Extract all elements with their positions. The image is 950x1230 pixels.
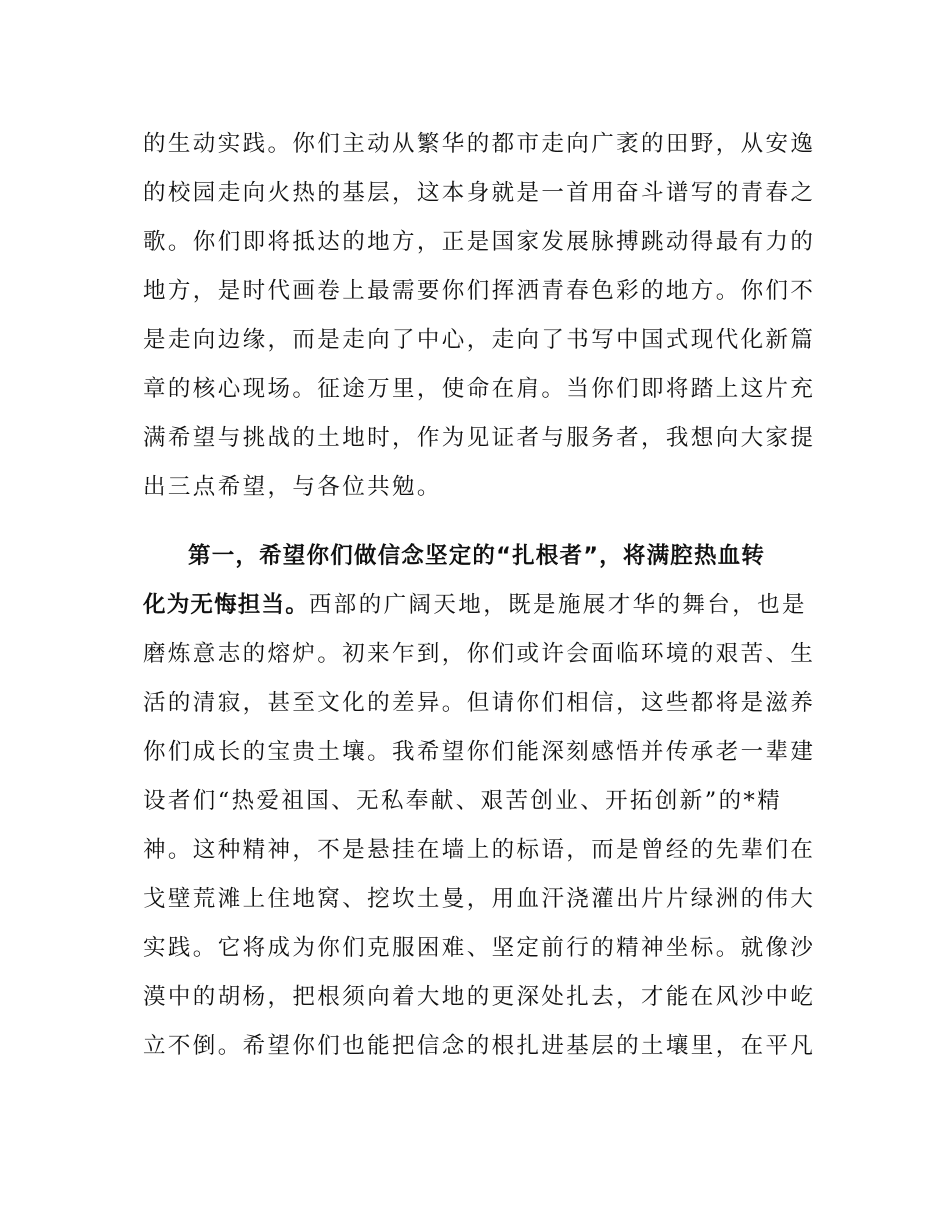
- paragraph-line: [143, 585, 823, 625]
- paragraph-line: 戈壁荒滩上住地窝、挖坎土曼，用血汗浇灌出片片绿洲的伟大: [143, 886, 816, 912]
- paragraph-text: 西部的广阔天地，既是施展才华的舞台，也是: [308, 592, 807, 618]
- section-heading: 第一，希望你们做信念坚定的“扎根者”，将满腔热血转: [188, 543, 766, 569]
- paragraph-line: 章的核心现场。征途万里，使命在肩。当你们即将踏上这片充: [143, 376, 816, 402]
- paragraph-line: 满希望与挑战的土地时，作为见证者与服务者，我想向大家提: [143, 425, 816, 451]
- paragraph-line: 你们成长的宝贵土壤。我希望你们能深刻感悟并传承老一辈建: [143, 739, 816, 765]
- paragraph-line: 出三点希望，与各位共勉。: [143, 474, 442, 500]
- paragraph-line: 的生动实践。你们主动从繁华的都市走向广袤的田野，从安逸: [143, 131, 816, 157]
- paragraph-line: 实践。它将成为你们克服困难、坚定前行的精神坐标。就像沙: [143, 935, 816, 961]
- paragraph-line: 的校园走向火热的基层，这本身就是一首用奋斗谱写的青春之: [143, 180, 816, 206]
- paragraph-line: 歌。你们即将抵达的地方，正是国家发展脉搏跳动得最有力的: [143, 229, 816, 255]
- paragraph-line: 是走向边缘，而是走向了中心，走向了书写中国式现代化新篇: [143, 327, 816, 353]
- paragraph-line: 活的清寂，甚至文化的差异。但请你们相信，这些都将是滋养: [143, 690, 816, 716]
- paragraph-line: 漠中的胡杨，把根须向着大地的更深处扎去，才能在风沙中屹: [143, 984, 816, 1010]
- section-heading-end: 化为无悔担当。: [143, 592, 309, 618]
- paragraph-line: 神。这种精神，不是悬挂在墙上的标语，而是曾经的先辈们在: [143, 837, 816, 863]
- paragraph-line: 设者们“热爱祖国、无私奉献、艰苦创业、开拓创新”的*精: [143, 788, 783, 814]
- paragraph-line: 地方，是时代画卷上最需要你们挥洒青春色彩的地方。你们不: [143, 278, 816, 304]
- paragraph-line: 立不倒。希望你们也能把信念的根扎进基层的土壤里，在平凡: [143, 1033, 816, 1059]
- paragraph-line: 磨炼意志的熔炉。初来乍到，你们或许会面临环境的艰苦、生: [143, 641, 816, 667]
